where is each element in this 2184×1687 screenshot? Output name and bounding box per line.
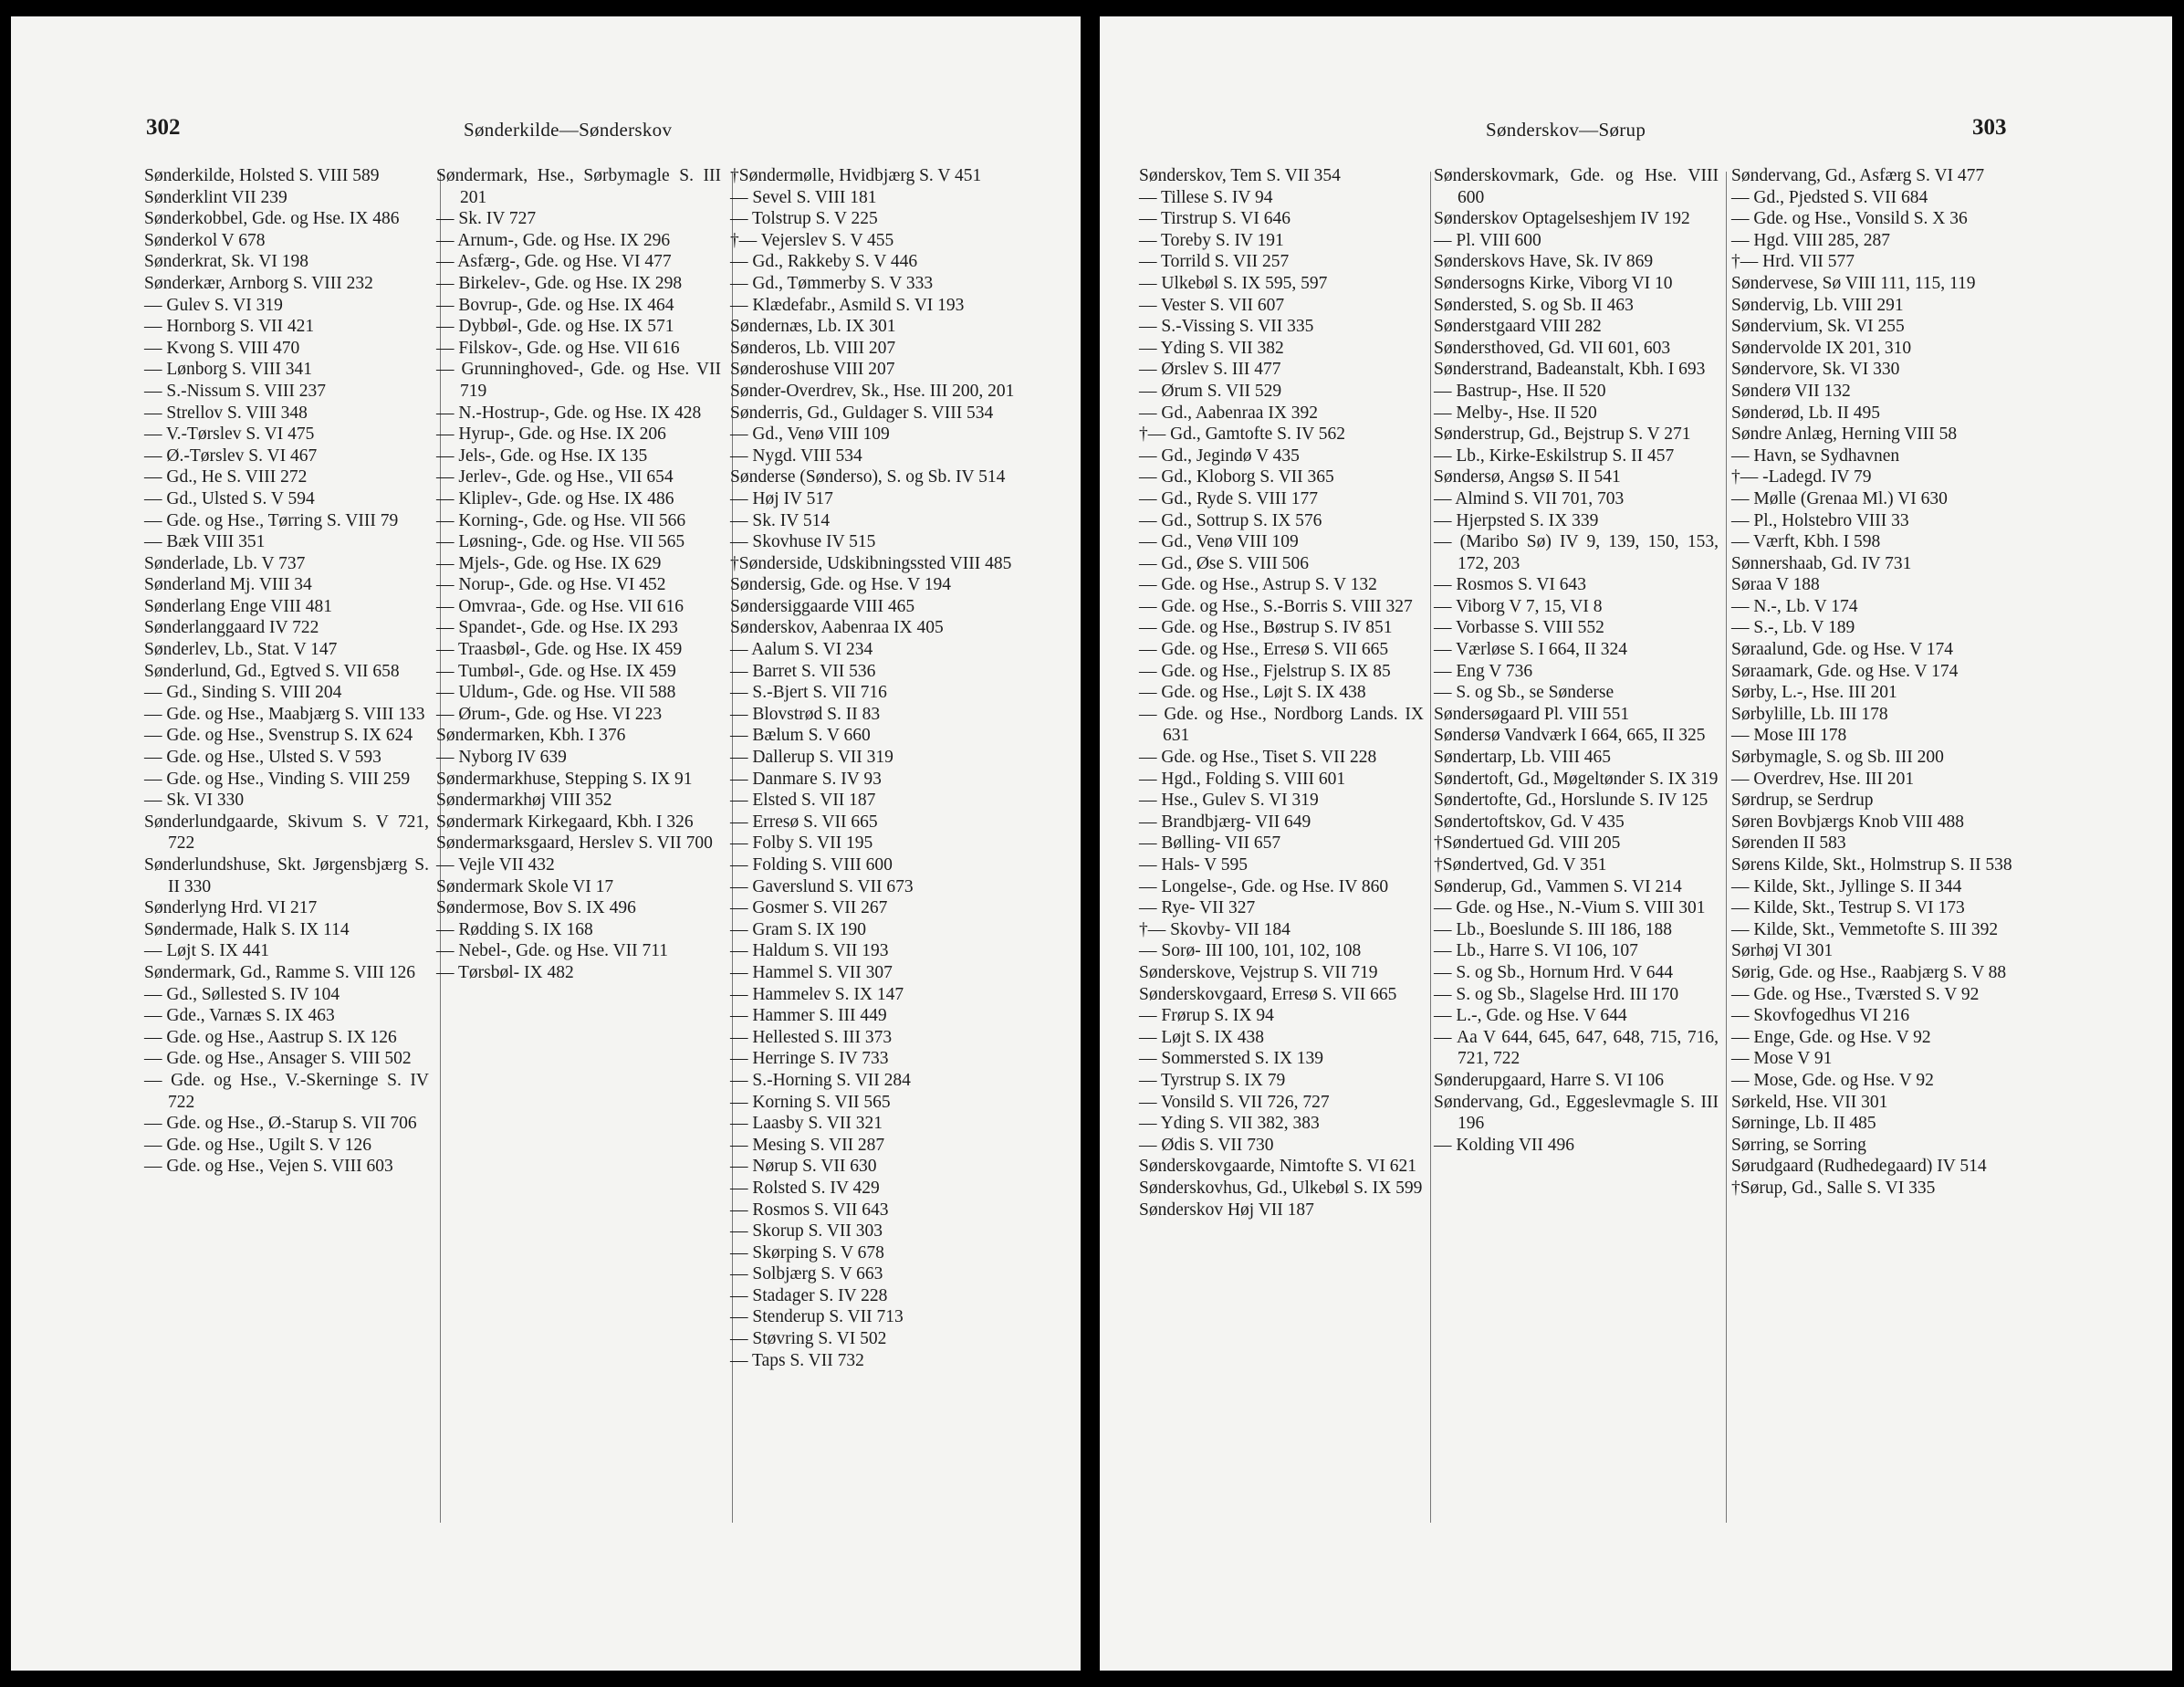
index-entry: Søndermark Skole VI 17 [436,876,614,896]
index-entry: Sørig, Gde. og Hse., Raabjærg S. V 88 [1731,962,2007,982]
index-entry: — Gde. og Hse., Vonsild S. X 36 [1731,209,1968,229]
index-entry: — Gd., Aabenraa IX 392 [1139,403,1319,423]
index-entry: Søndervore, Sk. VI 330 [1731,360,1900,380]
index-entry: — Stenderup S. VII 713 [730,1307,904,1327]
index-entry: — Sommersted S. IX 139 [1139,1049,1324,1069]
index-entry: — Pl. VIII 600 [1434,230,1541,250]
index-entry: — Bæk VIII 351 [144,532,266,552]
index-entry: †— -Ladegd. IV 79 [1731,467,1872,487]
index-entry: — Hyrup-, Gde. og Hse. IX 206 [436,424,666,445]
index-entry: — Korning S. VII 565 [730,1092,891,1112]
index-entry: Sørring, se Sorring [1731,1135,1866,1155]
index-entry: Sønderland Mj. VIII 34 [144,575,312,595]
index-entry: — Gd., Venø VIII 109 [1139,532,1299,552]
index-entry: — Birkelev-, Gde. og Hse. IX 298 [436,273,683,293]
index-entry: — Overdrev, Hse. III 201 [1731,769,1915,789]
index-entry: — N.-, Lb. V 174 [1731,596,1858,616]
index-entry: — Kliplev-, Gde. og Hse. IX 486 [436,488,674,508]
index-entry: — S. og Sb., Hornum Hrd. V 644 [1434,962,1674,982]
index-entry: Sønderskovhus, Gd., Ulkebøl S. IX 599 [1139,1178,1423,1198]
right-running-head [1100,115,2172,152]
index-entry: — Løsning-, Gde. og Hse. VII 565 [436,532,685,552]
index-entry: — Yding S. VII 382, 383 [1139,1114,1320,1134]
index-entry: — Gaverslund S. VII 673 [730,876,914,896]
index-entry: — Taps S. VII 732 [730,1350,864,1370]
index-entry: — N.-Hostrup-, Gde. og Hse. IX 428 [436,403,702,423]
index-entry: — Gde., Varnæs S. IX 463 [144,1006,335,1026]
index-entry: Sønderris, Gd., Guldager S. VIII 534 [730,403,994,423]
index-entry: — Gd., Sinding S. VIII 204 [144,683,342,703]
index-entry: — Elsted S. VII 187 [730,791,876,811]
index-entry: Sønder-Overdrev, Sk., Hse. III 200, 201 [730,381,1015,401]
index-entry: — Torrild S. VII 257 [1139,252,1290,272]
index-entry: — Tørsbøl- IX 482 [436,962,574,982]
index-entry: Søndersø, Angsø S. II 541 [1434,467,1621,487]
index-entry: Sørudgaard (Rudhedegaard) IV 514 [1731,1157,1987,1177]
index-entry: — S.-Vissing S. VII 335 [1139,317,1314,337]
index-entry: — Gd., Venø VIII 109 [730,424,890,445]
index-entry: — S.-, Lb. V 189 [1731,618,1855,638]
index-entry: Sønderup, Gd., Vammen S. VI 214 [1434,876,1682,896]
index-entry: Sønderlund, Gd., Egtved S. VII 658 [144,661,400,681]
index-entry: — Bovrup-, Gde. og Hse. IX 464 [436,295,674,315]
column-rule [1726,172,1727,1523]
index-entry: — Dallerup S. VII 319 [730,748,893,768]
index-entry: †Sørup, Gd., Salle S. VI 335 [1731,1178,1936,1198]
index-entry: — Gosmer S. VII 267 [730,898,888,918]
index-entry: — S. og Sb., Slagelse Hrd. III 170 [1434,984,1679,1004]
index-entry: Sørkeld, Hse. VII 301 [1731,1092,1888,1112]
index-entry: Sørninge, Lb. II 485 [1731,1114,1876,1134]
index-entry: Søndermark, Hse., Sørbymagle S. III 201 [436,166,721,207]
index-entry: Sønderlev, Lb., Stat. V 147 [144,640,338,660]
index-entry: — Gde. og Hse., Tværsted S. V 92 [1731,984,1980,1004]
index-entry: — Mose, Gde. og Hse. V 92 [1731,1070,1934,1090]
index-entry: Sørenden II 583 [1731,833,1846,854]
index-entry: — Gd., Jegindø V 435 [1139,445,1300,466]
index-entry: — Mesing S. VII 287 [730,1135,885,1155]
index-entry: Sønderstgaard VIII 282 [1434,317,1602,337]
index-entry: Sørhøj VI 301 [1731,941,1834,961]
index-entry: — Gde. og Hse., Ø.-Starup S. VII 706 [144,1114,417,1134]
index-entry: — Gde. og Hse., Fjelstrup S. IX 85 [1139,661,1391,681]
index-entry: †— Hrd. VII 577 [1731,252,1855,272]
index-entry: Sørbylille, Lb. III 178 [1731,704,1888,724]
index-entry: Søndermarkhuse, Stepping S. IX 91 [436,769,693,789]
left-column-3 [730,165,1015,1371]
index-entry: — Værløse S. I 664, II 324 [1434,640,1627,660]
index-entry: — Lb., Kirke-Eskilstrup S. II 457 [1434,445,1675,466]
index-entry: — Laasby S. VII 321 [730,1114,883,1134]
index-entry: Søndertoftskov, Gd. V 435 [1434,812,1625,832]
index-entry: Sønderse (Sønderso), S. og Sb. IV 514 [730,467,1006,487]
left-column-1 [144,165,429,1178]
index-entry: — Vonsild S. VII 726, 727 [1139,1092,1330,1112]
index-entry: Sønderkilde, Holsted S. VIII 589 [144,166,380,185]
index-entry: Søndersø Vandværk I 664, 665, II 325 [1434,726,1706,746]
index-entry: — Mose V 91 [1731,1049,1833,1069]
index-entry: — Skovfogedhus VI 216 [1731,1006,1910,1026]
index-entry: — Gd., Øse S. VIII 506 [1139,553,1309,573]
index-entry: Søndersiggaarde VIII 465 [730,596,915,616]
index-entry: — Tirstrup S. VI 646 [1139,209,1291,229]
index-entry: — Rosmos S. VI 643 [1434,575,1587,595]
index-entry: — Tumbøl-, Gde. og Hse. IX 459 [436,661,676,681]
index-entry: — Barret S. VII 536 [730,661,876,681]
index-entry: — Hornborg S. VII 421 [144,317,315,337]
index-entry: Søndervang, Gd., Asfærg S. VI 477 [1731,166,1985,185]
index-entry: — Gde. og Hse., Ansager S. VIII 502 [144,1049,412,1069]
index-entry: — Ulkebøl S. IX 595, 597 [1139,273,1328,293]
index-entry: — Toreby S. IV 191 [1139,230,1284,250]
index-entry: — Klædefabr., Asmild S. VI 193 [730,295,965,315]
index-entry: — Hammer S. III 449 [730,1006,887,1026]
index-entry: — Hjerpsted S. IX 339 [1434,510,1599,530]
index-entry: †— Gd., Gamtofte S. IV 562 [1139,424,1346,445]
index-entry: Sørdrup, se Serdrup [1731,791,1874,811]
index-entry: — Hse., Gulev S. VI 319 [1139,791,1319,811]
left-page-number: 302 [146,115,181,140]
index-entry: — Kvong S. VIII 470 [144,338,300,358]
index-entry: — Skorup S. VII 303 [730,1221,883,1242]
index-entry: — Støvring S. VI 502 [730,1329,887,1349]
index-entry: — Rye- VII 327 [1139,898,1256,918]
index-entry: Sønderlyng Hrd. VI 217 [144,898,318,918]
index-entry: — Gde. og Hse., Vinding S. VIII 259 [144,769,411,789]
index-entry: — Gde. og Hse., Svenstrup S. IX 624 [144,726,413,746]
index-entry: Søndermose, Bov S. IX 496 [436,898,636,918]
index-entry: — Ørslev S. III 477 [1139,360,1281,380]
index-entry: — Gde. og Hse., Nordborg Lands. IX 631 [1139,704,1424,746]
index-entry: †Sønderside, Udskibningssted VIII 485 [730,553,1012,573]
index-entry: Søndersogns Kirke, Viborg VI 10 [1434,273,1673,293]
index-entry: — Gde. og Hse., Ulsted S. V 593 [144,748,381,768]
index-entry: Søndertofte, Gd., Horslunde S. IV 125 [1434,791,1709,811]
index-entry: Søndertarp, Lb. VIII 465 [1434,748,1612,768]
right-running-title: Sønderskov—Sørup [1486,119,1646,141]
index-entry: — Løjt S. IX 441 [144,941,270,961]
index-entry: — Ø.-Tørslev S. VI 467 [144,445,318,466]
index-entry: — Gde. og Hse., Astrup S. V 132 [1139,575,1377,595]
index-entry: — Gde. og Hse., Ugilt S. V 126 [144,1135,371,1155]
index-entry: Søndervium, Sk. VI 255 [1731,317,1905,337]
index-entry: — Gde. og Hse., Maabjærg S. VIII 133 [144,704,425,724]
index-entry: — Yding S. VII 382 [1139,338,1284,358]
index-entry: — Gd., Tømmerby S. V 333 [730,273,934,293]
index-entry: †— Skovby- VII 184 [1139,919,1291,939]
index-entry: — Lønborg S. VIII 341 [144,360,312,380]
index-entry: Sønderklint VII 239 [144,187,287,207]
index-entry: — Blovstrød S. II 83 [730,704,881,724]
index-entry: — S.-Nissum S. VIII 237 [144,381,326,401]
index-entry: — S.-Horning S. VII 284 [730,1070,911,1090]
index-entry: — Hals- V 595 [1139,855,1248,875]
index-entry: Søndermarksgaard, Herslev S. VII 700 [436,833,713,854]
index-entry: — Frørup S. IX 94 [1139,1006,1274,1026]
right-column-2 [1434,165,1719,1156]
index-entry: — Filskov-, Gde. og Hse. VII 616 [436,338,680,358]
index-entry: Søndermarken, Kbh. I 376 [436,726,626,746]
index-entry: Sønnershaab, Gd. IV 731 [1731,553,1912,573]
index-entry: — Ødis S. VII 730 [1139,1135,1274,1155]
index-entry: — Kilde, Skt., Jyllinge S. II 344 [1731,876,1962,896]
index-entry: — Gde. og Hse., Erresø S. VII 665 [1139,640,1389,660]
index-entry: Søndervig, Lb. VIII 291 [1731,295,1904,315]
index-entry: †Søndermølle, Hvidbjærg S. V 451 [730,166,982,185]
index-entry: — Erresø S. VII 665 [730,812,878,832]
left-running-title: Sønderkilde—Sønderskov [464,119,673,141]
index-entry: — Grunninghoved-, Gde. og Hse. VII 719 [436,360,721,401]
index-entry: — Rolsted S. IV 429 [730,1178,880,1198]
index-entry: — Gd., Ulsted S. V 594 [144,488,315,508]
index-entry: — Lb., Boeslunde S. III 186, 188 [1434,919,1673,939]
index-entry: — Gd., Pjedsted S. VII 684 [1731,187,1928,207]
index-entry: — Pl., Holstebro VIII 33 [1731,510,1909,530]
index-entry: Sønderskove, Vejstrup S. VII 719 [1139,962,1378,982]
index-entry: Sønderkær, Arnborg S. VIII 232 [144,273,373,293]
index-entry: Sønderos, Lb. VIII 207 [730,338,896,358]
index-entry: — Omvraa-, Gde. og Hse. VII 616 [436,596,684,616]
index-entry: — Gd., Ryde S. VIII 177 [1139,488,1319,508]
index-entry: — Nygd. VIII 534 [730,445,862,466]
index-entry: Sønderø VII 132 [1731,381,1851,401]
index-entry: Sønderskovmark, Gde. og Hse. VIII 600 [1434,166,1719,207]
index-entry: — Kilde, Skt., Testrup S. VI 173 [1731,898,1965,918]
index-entry: — Rødding S. IX 168 [436,919,593,939]
index-entry: — Ørum-, Gde. og Hse. VI 223 [436,704,663,724]
index-entry: — Stadager S. IV 228 [730,1285,888,1305]
index-entry: — Asfærg-, Gde. og Hse. VI 477 [436,252,672,272]
index-entry: — Rosmos S. VII 643 [730,1200,889,1220]
column-rule [1430,172,1431,1523]
index-entry: — Hgd., Folding S. VIII 601 [1139,769,1346,789]
index-entry: Sønderød, Lb. II 495 [1731,403,1881,423]
index-entry: Søndersted, S. og Sb. II 463 [1434,295,1634,315]
index-entry: — Gd., Rakkeby S. V 446 [730,252,918,272]
index-entry: — Longelse-, Gde. og Hse. IV 860 [1139,876,1389,896]
index-entry: — Nyborg IV 639 [436,748,567,768]
index-entry: — Sk. IV 514 [730,510,831,530]
index-entry: — Nebel-, Gde. og Hse. VII 711 [436,941,668,961]
index-entry: Sønderlundshuse, Skt. Jørgensbjærg S. II 330 [144,855,429,896]
index-entry: — Skørping S. V 678 [730,1242,884,1263]
index-entry: — Haldum S. VII 193 [730,941,889,961]
index-entry: — Gde. og Hse., Løjt S. IX 438 [1139,683,1366,703]
index-entry: — Gde. og Hse., Tiset S. VII 228 [1139,748,1377,768]
index-entry: — Kilde, Skt., Vemmetofte S. III 392 [1731,919,1999,939]
index-entry: — Gde. og Hse., S.-Borris S. VIII 327 [1139,596,1413,616]
index-entry: — Sk. IV 727 [436,209,537,229]
left-running-head [11,115,1081,152]
index-entry: Søren Bovbjærgs Knob VIII 488 [1731,812,1964,832]
index-entry: — Melby-, Hse. II 520 [1434,403,1597,423]
index-entry: — Folby S. VII 195 [730,833,873,854]
index-entry: Sønderkol V 678 [144,230,266,250]
index-entry: — S. og Sb., se Sønderse [1434,683,1614,703]
index-entry: Søndermade, Halk S. IX 114 [144,919,350,939]
index-entry: — Tillese S. IV 94 [1139,187,1273,207]
index-entry: — Kolding VII 496 [1434,1135,1575,1155]
index-entry: — Gde. og Hse., Bøstrup S. IV 851 [1139,618,1393,638]
index-entry: — Vejle VII 432 [436,855,555,875]
index-entry: — Hammelev S. IX 147 [730,984,904,1004]
index-entry: — Aalum S. VI 234 [730,640,873,660]
right-column-3 [1731,165,2016,1200]
index-entry: — Hellested S. III 373 [730,1027,893,1047]
index-entry: †— Vejerslev S. V 455 [730,230,894,250]
index-entry: — V.-Tørslev S. VI 475 [144,424,315,445]
index-entry: — Tyrstrup S. IX 79 [1139,1070,1286,1090]
index-entry: — Høj IV 517 [730,488,833,508]
index-entry: — Mose III 178 [1731,726,1847,746]
index-entry: — Værft, Kbh. I 598 [1731,532,1881,552]
index-entry: Sønderkobbel, Gde. og Hse. IX 486 [144,209,400,229]
index-entry: †Søndertved, Gd. V 351 [1434,855,1607,875]
index-entry: — Norup-, Gde. og Hse. VI 452 [436,575,666,595]
index-entry: Sønderskovs Have, Sk. IV 869 [1434,252,1654,272]
index-entry: Sørens Kilde, Skt., Holmstrup S. II 538 [1731,855,2012,875]
index-entry: Søndermark Kirkegaard, Kbh. I 326 [436,812,694,832]
index-entry: — Folding S. VIII 600 [730,855,893,875]
index-entry: Sønderupgaard, Harre S. VI 106 [1434,1070,1664,1090]
index-entry: — Lb., Harre S. VI 106, 107 [1434,941,1638,961]
index-entry: — Vorbasse S. VIII 552 [1434,618,1604,638]
index-entry: Sønderkrat, Sk. VI 198 [144,252,309,272]
index-entry: Søraa V 188 [1731,575,1820,595]
index-entry: — Gd., Søllested S. IV 104 [144,984,340,1004]
index-entry: Søraalund, Gde. og Hse. V 174 [1731,640,1954,660]
index-entry: Søraamark, Gde. og Hse. V 174 [1731,661,1959,681]
index-entry: Sønderstrup, Gd., Bejstrup S. V 271 [1434,424,1691,445]
index-entry: Sønderlanggaard IV 722 [144,618,319,638]
index-entry: — Sorø- III 100, 101, 102, 108 [1139,941,1362,961]
index-entry: — Gram S. IX 190 [730,919,866,939]
index-entry: — Spandet-, Gde. og Hse. IX 293 [436,618,678,638]
index-entry: Sønderskov, Aabenraa IX 405 [730,618,944,638]
index-entry: — Gd., He S. VIII 272 [144,467,308,487]
index-entry: — Traasbøl-, Gde. og Hse. IX 459 [436,640,683,660]
index-entry: Sønderskovgaard, Erresø S. VII 665 [1139,984,1397,1004]
index-entry: — Almind S. VII 701, 703 [1434,488,1625,508]
index-entry: — Aa V 644, 645, 647, 648, 715, 716, 721, 722 [1434,1027,1719,1069]
index-entry: †Søndertued Gd. VIII 205 [1434,833,1621,854]
index-entry: Søndermark, Gd., Ramme S. VIII 126 [144,962,415,982]
index-entry: — Bastrup-, Hse. II 520 [1434,381,1606,401]
index-entry: — L.-, Gde. og Hse. V 644 [1434,1006,1627,1026]
index-entry: — Uldum-, Gde. og Hse. VII 588 [436,683,676,703]
right-page-number: 303 [1972,115,2007,140]
index-entry: — Gd., Kloborg S. VII 365 [1139,467,1334,487]
index-entry: — Bælum S. V 660 [730,726,871,746]
index-entry: — Gde. og Hse., Aastrup S. IX 126 [144,1027,397,1047]
index-entry: — Dybbøl-, Gde. og Hse. IX 571 [436,317,674,337]
index-entry: Søndervang, Gd., Eggeslevmagle S. III 196 [1434,1092,1719,1134]
index-entry: — Tolstrup S. V 225 [730,209,878,229]
index-entry: Sønderstrand, Badeanstalt, Kbh. I 693 [1434,360,1706,380]
index-entry: — Mjels-, Gde. og Hse. IX 629 [436,553,662,573]
left-page [11,16,1081,1671]
index-entry: — Brandbjærg- VII 649 [1139,812,1311,832]
index-entry: — Gde. og Hse., Tørring S. VIII 79 [144,510,399,530]
index-entry: Søndre Anlæg, Herning VIII 58 [1731,424,1958,445]
index-entry: — Solbjærg S. V 663 [730,1264,883,1284]
index-entry: Søndervolde IX 201, 310 [1731,338,1912,358]
index-entry: Sønderlang Enge VIII 481 [144,596,332,616]
index-entry: — Bølling- VII 657 [1139,833,1281,854]
index-entry: — Sk. VI 330 [144,791,245,811]
index-entry: — Danmare S. IV 93 [730,769,882,789]
index-entry: Søndermarkhøj VIII 352 [436,791,612,811]
index-entry: Sønderskov Høj VII 187 [1139,1200,1314,1220]
right-page [1100,16,2172,1671]
index-entry: — Skovhuse IV 515 [730,532,876,552]
index-entry: — Vester S. VII 607 [1139,295,1285,315]
index-entry: — Sevel S. VIII 181 [730,187,877,207]
index-entry: — Havn, se Sydhavnen [1731,445,1900,466]
index-entry: Sørby, L.-, Hse. III 201 [1731,683,1897,703]
right-column-1 [1139,165,1424,1221]
index-entry: Søndertoft, Gd., Møgeltønder S. IX 319 [1434,769,1719,789]
index-entry: Søndersøgaard Pl. VIII 551 [1434,704,1630,724]
index-entry: — Strellov S. VIII 348 [144,403,308,423]
index-entry: — Jels-, Gde. og Hse. IX 135 [436,445,648,466]
index-entry: — Gd., Sottrup S. IX 576 [1139,510,1322,530]
index-entry: — Gde. og Hse., N.-Vium S. VIII 301 [1434,898,1706,918]
index-entry: — Ørum S. VII 529 [1139,381,1282,401]
index-entry: Sønderskov Optagelseshjem IV 192 [1434,209,1690,229]
index-entry: Søndervese, Sø VIII 111, 115, 119 [1731,273,1976,293]
index-entry: — Herringe S. IV 733 [730,1049,889,1069]
index-entry: Sørbymagle, S. og Sb. III 200 [1731,748,1944,768]
index-entry: — Mølle (Grenaa Ml.) VI 630 [1731,488,1948,508]
index-entry: Sønderoshuse VIII 207 [730,360,895,380]
index-entry: — Hgd. VIII 285, 287 [1731,230,1891,250]
index-entry: Sønderskovgaarde, Nimtofte S. VI 621 [1139,1157,1417,1177]
index-entry: Søndersthoved, Gd. VII 601, 603 [1434,338,1671,358]
index-entry: — (Maribo Sø) IV 9, 139, 150, 153, 172, 203 [1434,532,1719,573]
index-entry: — Enge, Gde. og Hse. V 92 [1731,1027,1931,1047]
index-entry: Sønderskov, Tem S. VII 354 [1139,166,1341,185]
index-entry: — Arnum-, Gde. og Hse. IX 296 [436,230,671,250]
index-entry: — Nørup S. VII 630 [730,1157,877,1177]
index-entry: — Korning-, Gde. og Hse. VII 566 [436,510,686,530]
index-entry: — Løjt S. IX 438 [1139,1027,1265,1047]
index-entry: Sønderlundgaarde, Skivum S. V 721, 722 [144,812,429,854]
index-entry: Sønderlade, Lb. V 737 [144,553,306,573]
index-entry: — Gde. og Hse., V.-Skerninge S. IV 722 [144,1070,429,1112]
index-entry: — Hammel S. VII 307 [730,962,893,982]
index-entry: — S.-Bjert S. VII 716 [730,683,887,703]
index-entry: Søndersig, Gde. og Hse. V 194 [730,575,951,595]
left-column-2 [436,165,721,984]
index-entry: Søndernæs, Lb. IX 301 [730,317,896,337]
index-entry: — Viborg V 7, 15, VI 8 [1434,596,1603,616]
index-entry: — Gulev S. VI 319 [144,295,283,315]
index-entry: — Gde. og Hse., Vejen S. VIII 603 [144,1157,393,1177]
index-entry: — Eng V 736 [1434,661,1533,681]
index-entry: — Jerlev-, Gde. og Hse., VII 654 [436,467,674,487]
